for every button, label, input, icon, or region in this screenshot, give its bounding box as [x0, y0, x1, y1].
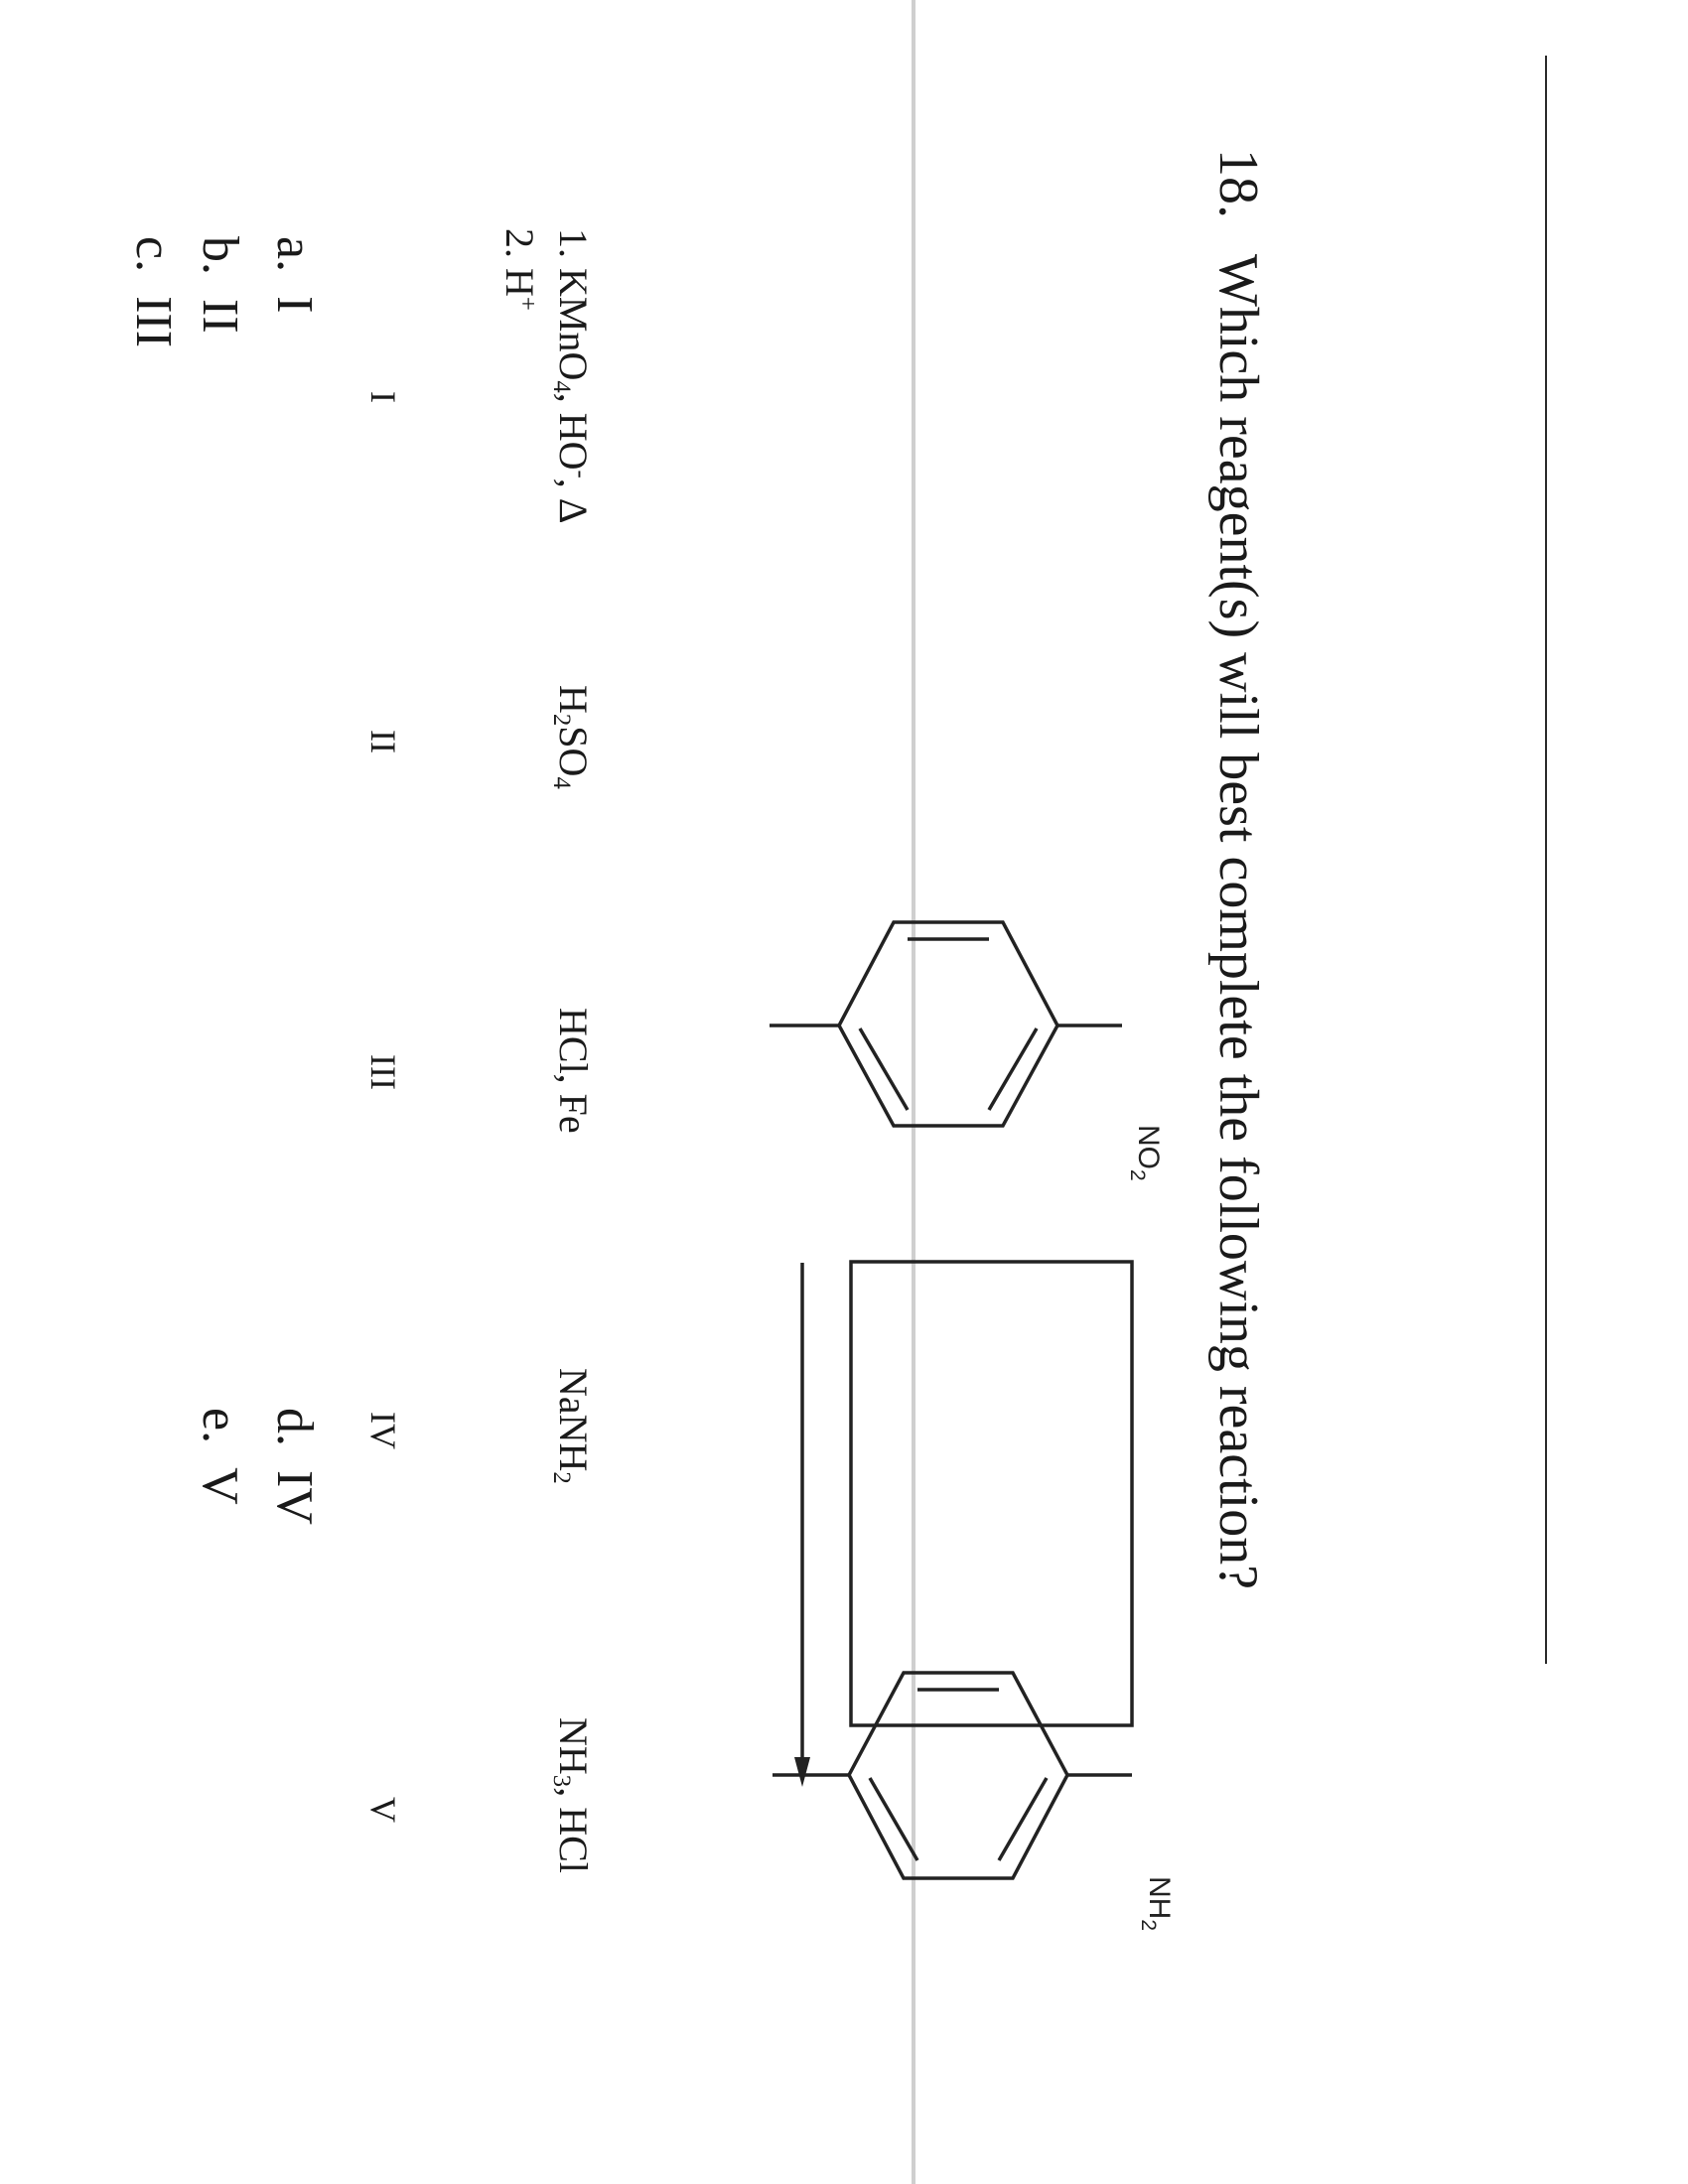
answer-option-d[interactable]: d.IV [266, 1408, 323, 1525]
svg-text:NO2 [1126, 1125, 1165, 1181]
no2-label: NO [1132, 1125, 1165, 1169]
answer-option-e[interactable]: e.V [192, 1408, 248, 1505]
reaction-arrowhead [794, 1757, 810, 1787]
reagent-numeral-V: V [363, 1797, 403, 1823]
reagent-V: $NH_3$, HCl [547, 1717, 596, 1873]
product-structure [773, 1673, 1132, 1878]
svg-text:NH2 [1137, 1876, 1176, 1931]
question-number: 18. [1207, 149, 1269, 218]
answer-option-c[interactable]: c.III [125, 236, 182, 348]
reagent-II: $H_2SO_4$ [547, 685, 596, 789]
nh2-subscript: 2 [1137, 1919, 1160, 1932]
reagent-numeral-IV: IV [363, 1412, 403, 1449]
reagent-III: HCl, Fe [551, 1008, 596, 1134]
reagent-answer-box [851, 1262, 1132, 1725]
nh2-label: NH [1143, 1876, 1176, 1920]
question-text: Which reagent(s) will best complete the following reaction? [1207, 254, 1269, 1590]
answer-option-a[interactable]: a.I [266, 236, 323, 314]
reagent-I-line1: 1. KMnO$_4$, HO-, Δ [547, 228, 596, 524]
reagent-numeral-III: III [363, 1054, 403, 1090]
answer-option-b[interactable]: b.II [192, 236, 248, 334]
reagent-IV: NaNH$_2$ [547, 1368, 596, 1484]
reagent-numeral-I: I [363, 391, 403, 403]
starting-material-structure [770, 922, 1122, 1126]
no2-subscript: 2 [1126, 1169, 1149, 1181]
reagent-numeral-II: II [363, 730, 403, 753]
reagent-I-line2: 2. H+ [497, 228, 542, 311]
